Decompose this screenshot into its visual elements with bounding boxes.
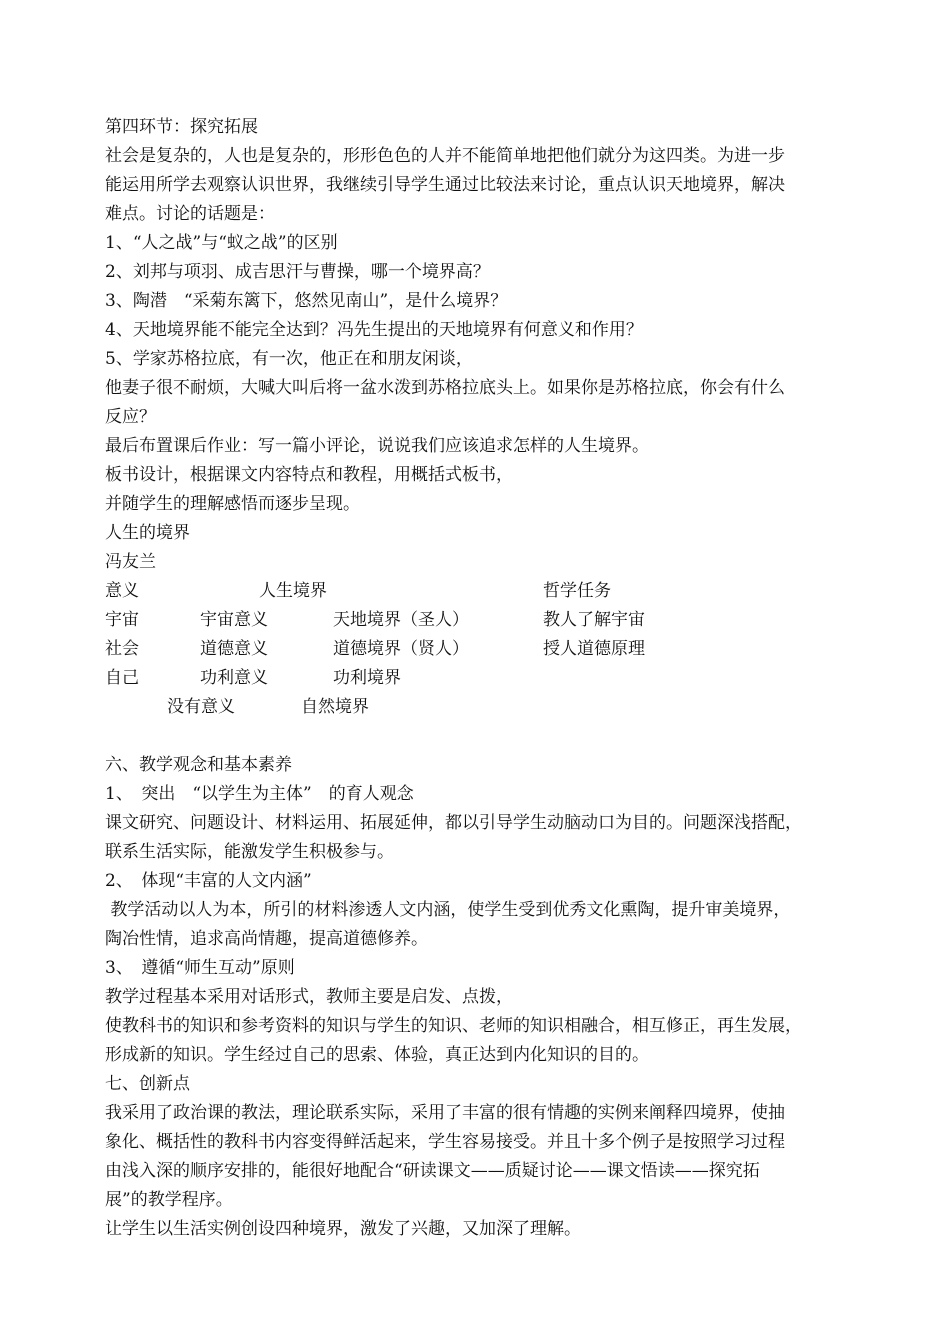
board-design-line: 并随学生的理解感悟而逐步呈现。	[105, 494, 360, 514]
section7-title: 七、创新点	[105, 1074, 190, 1094]
table-cell: 宇宙	[105, 610, 139, 630]
topic-line: 反应？	[105, 407, 156, 427]
paragraph-line: 社会是复杂的，人也是复杂的，形形色色的人并不能简单地把他们就分为这四类。为进一步	[105, 146, 785, 166]
topic-line: 2、刘邦与项羽、成吉思汗与曹操，哪一个境界高？	[105, 262, 490, 282]
topic-line: 5、学家苏格拉底，有一次，他正在和朋友闲谈，	[105, 349, 473, 369]
board-table-header	[105, 577, 855, 606]
table-cell: 宇宙意义	[200, 610, 268, 630]
section4-title: 第四环节：探究拓展	[105, 117, 258, 137]
paragraph-line: 由浅入深的顺序安排的，能很好地配合“研读课文——质疑讨论——课文悟读——探究拓	[105, 1161, 760, 1181]
table-cell: 自己	[105, 668, 139, 688]
board-author: 冯友兰	[105, 552, 156, 572]
board-table-row	[105, 606, 855, 635]
paragraph-line: 教学活动以人为本，所引的材料渗透人文内涵，使学生受到优秀文化熏陶，提升审美境界，	[105, 900, 791, 920]
document-page	[105, 113, 855, 1244]
table-cell: 授人道德原理	[543, 639, 645, 659]
header-meaning: 意义	[105, 581, 139, 601]
paragraph-line: 联系生活实际，能激发学生积极参与。	[105, 842, 394, 862]
table-cell: 功利境界	[333, 668, 401, 688]
paragraph-line: 陶冶性情，追求高尚情趣，提高道德修养。	[105, 929, 428, 949]
topic-line: 4、天地境界能不能完全达到？冯先生提出的天地境界有何意义和作用？	[105, 320, 643, 340]
topic-line: 他妻子很不耐烦，大喊大叫后将一盆水泼到苏格拉底头上。如果你是苏格拉底，你会有什么	[105, 378, 785, 398]
header-realm: 人生境界	[259, 581, 327, 601]
board-design-line: 板书设计，根据课文内容特点和教程，用概括式板书，	[105, 465, 513, 485]
paragraph-line: 让学生以生活实例创设四种境界，激发了兴趣，又加深了理解。	[105, 1219, 581, 1239]
board-table-row	[105, 693, 855, 722]
paragraph-line: 难点。讨论的话题是：	[105, 204, 275, 224]
table-cell: 没有意义	[167, 697, 235, 717]
paragraph-line: 能运用所学去观察认识世界，我继续引导学生通过比较法来讨论，重点认识天地境界，解决	[105, 175, 785, 195]
table-cell: 道德意义	[200, 639, 268, 659]
paragraph-line: 我采用了政治课的教法，理论联系实际，采用了丰富的很有情趣的实例来阐释四境界，使抽	[105, 1103, 785, 1123]
blank-line	[105, 722, 855, 751]
paragraph-line: 教学过程基本采用对话形式，教师主要是启发、点拨，	[105, 987, 513, 1007]
topic-line: 3、陶潜 “采菊东篱下，悠然见南山”，是什么境界？	[105, 291, 508, 311]
table-cell: 功利意义	[200, 668, 268, 688]
paragraph-line: 使教科书的知识和参考资料的知识与学生的知识、老师的知识相融合，相互修正，再生发展，	[105, 1016, 802, 1036]
board-table-row	[105, 635, 855, 664]
table-cell: 道德境界（贤人）	[333, 639, 469, 659]
paragraph-line: 课文研究、问题设计、材料运用、拓展延伸，都以引导学生动脑动口为目的。问题深浅搭配，	[105, 813, 802, 833]
table-cell: 社会	[105, 639, 139, 659]
homework-line: 最后布置课后作业：写一篇小评论，说说我们应该追求怎样的人生境界。	[105, 436, 649, 456]
board-title: 人生的境界	[105, 523, 190, 543]
topic-line: 1、“人之战”与“蚁之战”的区别	[105, 233, 338, 253]
point-title: 2、 体现“丰富的人文内涵”	[105, 871, 312, 891]
paragraph-line: 形成新的知识。学生经过自己的思索、体验，真正达到内化知识的目的。	[105, 1045, 649, 1065]
paragraph-line: 象化、概括性的教科书内容变得鲜活起来，学生容易接受。并且十多个例子是按照学习过程	[105, 1132, 785, 1152]
header-task: 哲学任务	[543, 581, 611, 601]
table-cell: 自然境界	[301, 697, 369, 717]
point-title: 3、 遵循“师生互动”原则	[105, 958, 295, 978]
table-cell: 天地境界（圣人）	[333, 610, 469, 630]
board-table-row	[105, 664, 855, 693]
paragraph-line: 展”的教学程序。	[105, 1190, 233, 1210]
section6-title: 六、教学观念和基本素养	[105, 755, 292, 775]
point-title: 1、 突出 “以学生为主体” 的育人观念	[105, 784, 414, 804]
table-cell: 教人了解宇宙	[543, 610, 645, 630]
